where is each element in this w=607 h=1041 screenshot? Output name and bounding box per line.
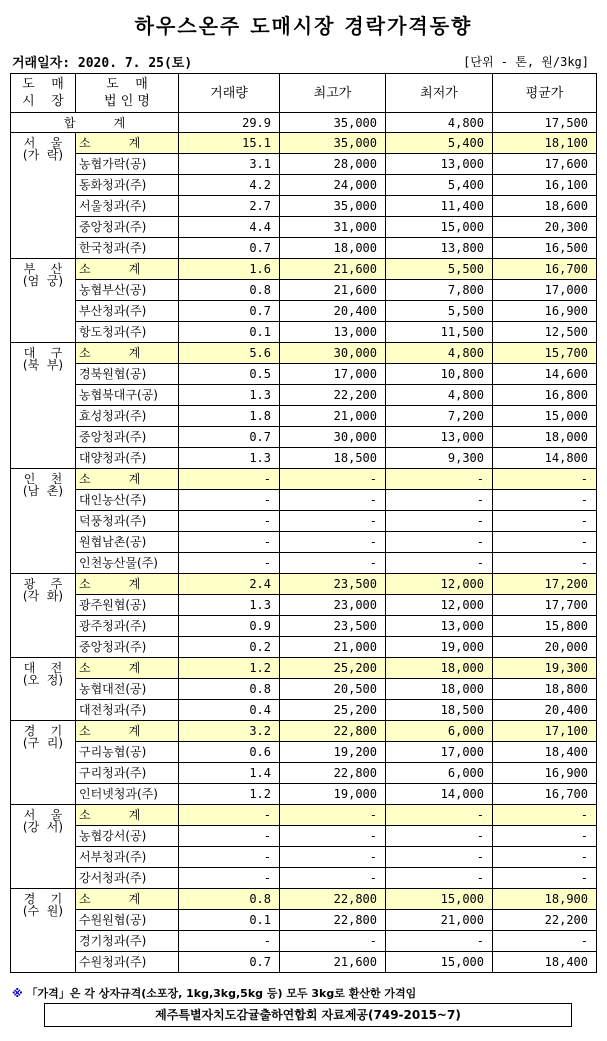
volume-cell: 15.1: [179, 133, 280, 154]
low-price-cell: 21,000: [386, 910, 493, 931]
low-price-cell: 9,300: [386, 448, 493, 469]
volume-cell: -: [179, 847, 280, 868]
volume-cell: -: [179, 868, 280, 889]
volume-cell: 3.1: [179, 154, 280, 175]
trade-date: 거래일자: 2020. 7. 25(토): [12, 56, 193, 71]
header-market: 도 매 시 장: [11, 74, 76, 113]
market-name: 경 기 (수 원): [11, 889, 76, 973]
company-name: 서울청과(주): [76, 196, 179, 217]
subtotal-row: [11, 469, 597, 490]
total-avg: 17,500: [493, 113, 597, 133]
volume-cell: -: [179, 511, 280, 532]
low-price-cell: 17,000: [386, 742, 493, 763]
company-name: 서부청과(주): [76, 847, 179, 868]
avg-price-cell: 17,000: [493, 280, 597, 301]
volume-cell: 1.6: [179, 259, 280, 280]
low-price-cell: 18,000: [386, 658, 493, 679]
subtotal-row: [11, 343, 597, 364]
unit-label: [단위 - 톤, 원/3kg]: [463, 55, 589, 69]
volume-cell: 3.2: [179, 721, 280, 742]
company-row: [11, 931, 597, 952]
avg-price-cell: -: [493, 490, 597, 511]
avg-price-cell: 18,000: [493, 427, 597, 448]
avg-price-cell: -: [493, 826, 597, 847]
low-price-cell: 7,200: [386, 406, 493, 427]
volume-cell: 1.3: [179, 595, 280, 616]
low-price-cell: 12,000: [386, 595, 493, 616]
high-price-cell: 35,000: [280, 196, 386, 217]
low-price-cell: 11,400: [386, 196, 493, 217]
high-price-cell: -: [280, 532, 386, 553]
low-price-cell: -: [386, 805, 493, 826]
avg-price-cell: -: [493, 868, 597, 889]
market-name: 부 산 (엄 궁): [11, 259, 76, 343]
low-price-cell: -: [386, 469, 493, 490]
low-price-cell: 5,400: [386, 133, 493, 154]
market-name: 대 전 (오 정): [11, 658, 76, 721]
low-price-cell: 13,800: [386, 238, 493, 259]
high-price-cell: 21,000: [280, 637, 386, 658]
volume-cell: -: [179, 553, 280, 574]
company-name: 대전청과(주): [76, 700, 179, 721]
company-name: 중앙청과(주): [76, 217, 179, 238]
volume-cell: 0.1: [179, 322, 280, 343]
high-price-cell: 19,000: [280, 784, 386, 805]
company-row: [11, 217, 597, 238]
company-name: 소 계: [76, 343, 179, 364]
low-price-cell: 15,000: [386, 217, 493, 238]
avg-price-cell: -: [493, 469, 597, 490]
high-price-cell: 23,000: [280, 595, 386, 616]
company-name: 부산청과(주): [76, 301, 179, 322]
total-label: 합 계: [11, 113, 179, 133]
company-name: 소 계: [76, 469, 179, 490]
volume-cell: 5.6: [179, 343, 280, 364]
volume-cell: 0.6: [179, 742, 280, 763]
subtotal-row: [11, 721, 597, 742]
low-price-cell: -: [386, 847, 493, 868]
volume-cell: 0.7: [179, 952, 280, 973]
company-name: 농협부산(공): [76, 280, 179, 301]
low-price-cell: -: [386, 511, 493, 532]
avg-price-cell: 18,600: [493, 196, 597, 217]
company-name: 농협북대구(공): [76, 385, 179, 406]
company-row: [11, 322, 597, 343]
company-name: 광주청과(주): [76, 616, 179, 637]
note-text: 「가격」은 각 상자규격(소포장, 1kg,3kg,5kg 등) 모두 3kg로 환산한 가격임: [26, 987, 417, 1000]
high-price-cell: 30,000: [280, 343, 386, 364]
company-row: [11, 826, 597, 847]
header-avg: 평균가: [493, 74, 597, 113]
company-row: [11, 448, 597, 469]
avg-price-cell: 18,900: [493, 889, 597, 910]
subtotal-row: [11, 259, 597, 280]
market-name: 서 울 (강 서): [11, 805, 76, 889]
high-price-cell: 28,000: [280, 154, 386, 175]
subtotal-row: [11, 658, 597, 679]
company-name: 원협남촌(공): [76, 532, 179, 553]
volume-cell: 0.7: [179, 301, 280, 322]
company-name: 덕풍청과(주): [76, 511, 179, 532]
low-price-cell: -: [386, 490, 493, 511]
low-price-cell: -: [386, 868, 493, 889]
volume-cell: 0.7: [179, 238, 280, 259]
low-price-cell: 13,000: [386, 616, 493, 637]
company-name: 강서청과(주): [76, 868, 179, 889]
company-row: [11, 196, 597, 217]
volume-cell: 0.5: [179, 364, 280, 385]
company-name: 효성청과(주): [76, 406, 179, 427]
high-price-cell: 22,200: [280, 385, 386, 406]
volume-cell: 1.3: [179, 385, 280, 406]
company-name: 중앙청과(주): [76, 637, 179, 658]
data-source: 제주특별자치도감귤출하연합회 자료제공(749-2015~7): [44, 1003, 572, 1027]
low-price-cell: 13,000: [386, 154, 493, 175]
high-price-cell: 21,600: [280, 952, 386, 973]
company-name: 대인농산(주): [76, 490, 179, 511]
company-row: [11, 280, 597, 301]
company-row: [11, 553, 597, 574]
high-price-cell: 21,000: [280, 406, 386, 427]
low-price-cell: 6,000: [386, 763, 493, 784]
low-price-cell: 5,500: [386, 301, 493, 322]
volume-cell: 1.4: [179, 763, 280, 784]
market-name: 경 기 (구 리): [11, 721, 76, 805]
avg-price-cell: 16,800: [493, 385, 597, 406]
volume-cell: -: [179, 490, 280, 511]
low-price-cell: 6,000: [386, 721, 493, 742]
volume-cell: 1.2: [179, 784, 280, 805]
high-price-cell: 19,200: [280, 742, 386, 763]
company-row: [11, 406, 597, 427]
avg-price-cell: 16,700: [493, 784, 597, 805]
company-row: [11, 679, 597, 700]
low-price-cell: 15,000: [386, 952, 493, 973]
volume-cell: -: [179, 805, 280, 826]
subtotal-row: [11, 133, 597, 154]
company-row: [11, 637, 597, 658]
volume-cell: 4.4: [179, 217, 280, 238]
company-name: 경기청과(주): [76, 931, 179, 952]
avg-price-cell: 17,700: [493, 595, 597, 616]
company-name: 소 계: [76, 574, 179, 595]
company-row: [11, 532, 597, 553]
avg-price-cell: 16,500: [493, 238, 597, 259]
subtotal-row: [11, 889, 597, 910]
avg-price-cell: 14,600: [493, 364, 597, 385]
avg-price-cell: 19,300: [493, 658, 597, 679]
company-name: 대양청과(주): [76, 448, 179, 469]
low-price-cell: 5,400: [386, 175, 493, 196]
avg-price-cell: 18,400: [493, 742, 597, 763]
company-name: 항도청과(주): [76, 322, 179, 343]
high-price-cell: -: [280, 847, 386, 868]
low-price-cell: 4,800: [386, 385, 493, 406]
avg-price-cell: 18,100: [493, 133, 597, 154]
company-row: [11, 175, 597, 196]
company-name: 인천농산물(주): [76, 553, 179, 574]
high-price-cell: -: [280, 826, 386, 847]
high-price-cell: -: [280, 490, 386, 511]
header-volume: 거래량: [179, 74, 280, 113]
high-price-cell: 25,200: [280, 700, 386, 721]
low-price-cell: 7,800: [386, 280, 493, 301]
header-row: [11, 74, 597, 113]
high-price-cell: 18,000: [280, 238, 386, 259]
high-price-cell: 20,500: [280, 679, 386, 700]
high-price-cell: 22,800: [280, 763, 386, 784]
volume-cell: 0.9: [179, 616, 280, 637]
company-name: 인터넷청과(주): [76, 784, 179, 805]
high-price-cell: 21,600: [280, 280, 386, 301]
company-name: 경북원협(공): [76, 364, 179, 385]
company-row: [11, 595, 597, 616]
page-title: 하우스온주 도매시장 경락가격동향: [134, 14, 473, 38]
company-name: 중앙청과(주): [76, 427, 179, 448]
high-price-cell: 23,500: [280, 574, 386, 595]
company-name: 한국청과(주): [76, 238, 179, 259]
company-row: [11, 742, 597, 763]
note-mark: ※: [12, 987, 23, 1000]
avg-price-cell: 15,800: [493, 616, 597, 637]
high-price-cell: 21,600: [280, 259, 386, 280]
header-low: 최저가: [386, 74, 493, 113]
high-price-cell: 20,400: [280, 301, 386, 322]
company-name: 소 계: [76, 133, 179, 154]
market-name: 대 구 (북 부): [11, 343, 76, 469]
high-price-cell: 23,500: [280, 616, 386, 637]
total-row: [11, 113, 597, 133]
company-row: [11, 910, 597, 931]
avg-price-cell: 16,900: [493, 301, 597, 322]
high-price-cell: 22,800: [280, 910, 386, 931]
high-price-cell: -: [280, 868, 386, 889]
avg-price-cell: -: [493, 532, 597, 553]
total-high: 35,000: [280, 113, 386, 133]
avg-price-cell: 16,900: [493, 763, 597, 784]
volume-cell: 2.4: [179, 574, 280, 595]
low-price-cell: 15,000: [386, 889, 493, 910]
total-volume: 29.9: [179, 113, 280, 133]
company-row: [11, 763, 597, 784]
avg-price-cell: -: [493, 511, 597, 532]
avg-price-cell: -: [493, 847, 597, 868]
company-name: 광주원협(공): [76, 595, 179, 616]
high-price-cell: 22,800: [280, 721, 386, 742]
company-row: [11, 154, 597, 175]
volume-cell: 1.3: [179, 448, 280, 469]
high-price-cell: 31,000: [280, 217, 386, 238]
low-price-cell: -: [386, 931, 493, 952]
avg-price-cell: 18,800: [493, 679, 597, 700]
low-price-cell: 14,000: [386, 784, 493, 805]
avg-price-cell: 20,300: [493, 217, 597, 238]
avg-price-cell: 17,100: [493, 721, 597, 742]
company-row: [11, 952, 597, 973]
volume-cell: 0.8: [179, 679, 280, 700]
company-name: 구리청과(주): [76, 763, 179, 784]
high-price-cell: -: [280, 805, 386, 826]
company-name: 농협대전(공): [76, 679, 179, 700]
company-row: [11, 700, 597, 721]
company-name: 소 계: [76, 889, 179, 910]
market-name: 서 울 (가 락): [11, 133, 76, 259]
avg-price-cell: 16,700: [493, 259, 597, 280]
avg-price-cell: -: [493, 931, 597, 952]
avg-price-cell: -: [493, 553, 597, 574]
avg-price-cell: 12,500: [493, 322, 597, 343]
low-price-cell: 13,000: [386, 427, 493, 448]
high-price-cell: 24,000: [280, 175, 386, 196]
volume-cell: -: [179, 532, 280, 553]
volume-cell: 0.8: [179, 280, 280, 301]
volume-cell: 0.7: [179, 427, 280, 448]
company-row: [11, 616, 597, 637]
low-price-cell: -: [386, 826, 493, 847]
high-price-cell: 13,000: [280, 322, 386, 343]
price-table: [10, 73, 597, 973]
avg-price-cell: 15,000: [493, 406, 597, 427]
subtotal-row: [11, 805, 597, 826]
company-row: [11, 364, 597, 385]
high-price-cell: -: [280, 511, 386, 532]
low-price-cell: 11,500: [386, 322, 493, 343]
company-name: 구리농협(공): [76, 742, 179, 763]
avg-price-cell: 16,100: [493, 175, 597, 196]
subtotal-row: [11, 574, 597, 595]
low-price-cell: 4,800: [386, 343, 493, 364]
avg-price-cell: 20,000: [493, 637, 597, 658]
company-name: 소 계: [76, 259, 179, 280]
low-price-cell: 18,000: [386, 679, 493, 700]
high-price-cell: 22,800: [280, 889, 386, 910]
volume-cell: 0.8: [179, 889, 280, 910]
volume-cell: 2.7: [179, 196, 280, 217]
volume-cell: 0.1: [179, 910, 280, 931]
company-name: 수원청과(주): [76, 952, 179, 973]
high-price-cell: -: [280, 553, 386, 574]
low-price-cell: 12,000: [386, 574, 493, 595]
company-row: [11, 511, 597, 532]
company-name: 동화청과(주): [76, 175, 179, 196]
high-price-cell: 25,200: [280, 658, 386, 679]
volume-cell: -: [179, 931, 280, 952]
volume-cell: 0.2: [179, 637, 280, 658]
avg-price-cell: 17,600: [493, 154, 597, 175]
volume-cell: 1.2: [179, 658, 280, 679]
avg-price-cell: 20,400: [493, 700, 597, 721]
avg-price-cell: 18,400: [493, 952, 597, 973]
company-row: [11, 301, 597, 322]
company-row: [11, 427, 597, 448]
avg-price-cell: 17,200: [493, 574, 597, 595]
low-price-cell: -: [386, 532, 493, 553]
avg-price-cell: 14,800: [493, 448, 597, 469]
volume-cell: 1.8: [179, 406, 280, 427]
company-name: 소 계: [76, 721, 179, 742]
company-name: 농협강서(공): [76, 826, 179, 847]
low-price-cell: 19,000: [386, 637, 493, 658]
company-name: 수원원협(공): [76, 910, 179, 931]
high-price-cell: 30,000: [280, 427, 386, 448]
company-row: [11, 847, 597, 868]
avg-price-cell: -: [493, 805, 597, 826]
company-name: 소 계: [76, 805, 179, 826]
avg-price-cell: 15,700: [493, 343, 597, 364]
company-row: [11, 490, 597, 511]
volume-cell: 0.4: [179, 700, 280, 721]
volume-cell: -: [179, 469, 280, 490]
company-name: 농협가락(공): [76, 154, 179, 175]
market-name: 인 천 (남 촌): [11, 469, 76, 574]
low-price-cell: 10,800: [386, 364, 493, 385]
high-price-cell: 18,500: [280, 448, 386, 469]
high-price-cell: 35,000: [280, 133, 386, 154]
company-row: [11, 784, 597, 805]
company-row: [11, 385, 597, 406]
volume-cell: 4.2: [179, 175, 280, 196]
header-high: 최고가: [280, 74, 386, 113]
low-price-cell: 18,500: [386, 700, 493, 721]
low-price-cell: -: [386, 553, 493, 574]
high-price-cell: -: [280, 931, 386, 952]
footnote: [12, 985, 416, 1001]
market-name: 광 주 (각 화): [11, 574, 76, 658]
high-price-cell: 17,000: [280, 364, 386, 385]
header-company: 도 매 법 인 명: [76, 74, 179, 113]
volume-cell: -: [179, 826, 280, 847]
total-low: 4,800: [386, 113, 493, 133]
company-row: [11, 868, 597, 889]
low-price-cell: 5,500: [386, 259, 493, 280]
high-price-cell: -: [280, 469, 386, 490]
company-name: 소 계: [76, 658, 179, 679]
company-row: [11, 238, 597, 259]
avg-price-cell: 22,200: [493, 910, 597, 931]
